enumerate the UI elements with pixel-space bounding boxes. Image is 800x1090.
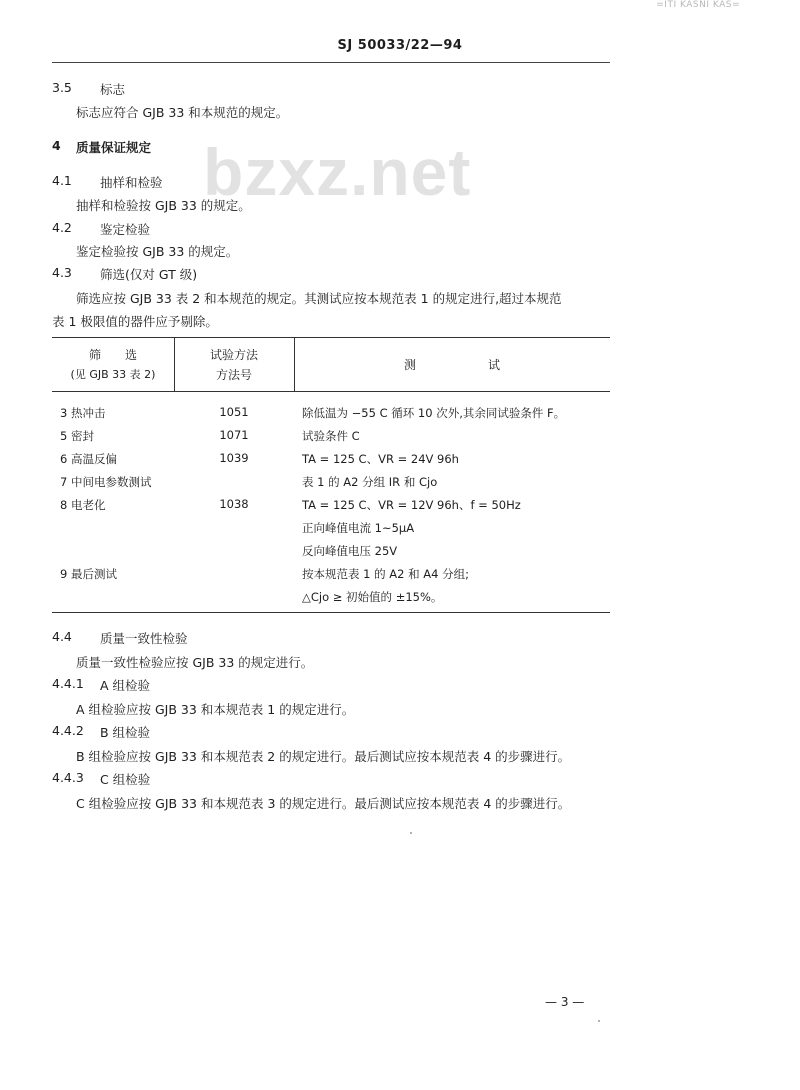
section-body-4-1: 抽样和检验按 GJB 33 的规定。 xyxy=(76,198,251,213)
section-title-4-4-1: A 组检验 xyxy=(100,678,151,693)
section-title-4-4: 质量一致性检验 xyxy=(100,631,188,646)
section-title-3-5: 标志 xyxy=(100,82,126,97)
section-number-3-5: 3.5 xyxy=(52,80,72,95)
section-number-4-2: 4.2 xyxy=(52,220,72,235)
table-cell-screen: 5 密封 xyxy=(60,429,94,443)
section-body-4-4-3: C 组检验应按 GJB 33 和本规范表 3 的规定进行。最后测试应按本规范表 4 的步骤进行。 xyxy=(76,796,571,811)
table-cell-test: 除低温为 −55 C 循环 10 次外,其余同试验条件 F。 xyxy=(302,406,566,420)
section-number-4-3: 4.3 xyxy=(52,265,72,280)
section-number-4-4-2: 4.4.2 xyxy=(52,723,84,738)
table-cell-screen: 6 高温反偏 xyxy=(60,452,117,466)
table-cell-test: TA = 125 C、VR = 12V 96h、f = 50Hz xyxy=(302,498,521,512)
table-cell-method: 1039 xyxy=(219,451,249,465)
section-body-4-4-2: B 组检验应按 GJB 33 和本规范表 2 的规定进行。最后测试应按本规范表 4 的步骤进行。 xyxy=(76,749,571,764)
table-header-screen xyxy=(52,346,174,382)
table-cell-screen: 8 电老化 xyxy=(60,498,106,512)
header-screen-line1: 筛 选 xyxy=(88,348,137,362)
section-title-4: 质量保证规定 xyxy=(76,140,152,155)
table-cell-method: 1038 xyxy=(219,497,249,511)
page-number: — 3 — xyxy=(545,995,585,1009)
watermark: bzxz.net xyxy=(203,135,472,209)
table-cell-test: 试验条件 C xyxy=(302,429,360,443)
section-title-4-3: 筛选(仅对 GT 级) xyxy=(100,267,198,282)
section-body-4-4-1: A 组检验应按 GJB 33 和本规范表 1 的规定进行。 xyxy=(76,702,355,717)
section-body-3-5: 标志应符合 GJB 33 和本规范的规定。 xyxy=(76,105,289,120)
table-cell-test: 表 1 的 A2 分组 IR 和 Cjo xyxy=(302,475,438,489)
table-header-method xyxy=(174,346,294,383)
section-number-4-1: 4.1 xyxy=(52,173,72,188)
section-body-4-2: 鉴定检验按 GJB 33 的规定。 xyxy=(76,244,239,259)
scan-speck xyxy=(598,1020,600,1022)
table-cell-method: 1071 xyxy=(219,428,249,442)
header-screen-line2: (见 GJB 33 表 2) xyxy=(70,368,156,381)
section-number-4-4-1: 4.4.1 xyxy=(52,676,84,691)
table-cell-test: TA = 125 C、VR = 24V 96h xyxy=(302,452,459,466)
screening-table xyxy=(52,337,610,613)
table-cell-test: △Cjo ≥ 初始值的 ±15%。 xyxy=(302,590,443,604)
document-code-header: SJ 50033/22—94 xyxy=(337,38,463,53)
table-cell-test: 按本规范表 1 的 A2 和 A4 分组; xyxy=(302,567,469,581)
section-number-4: 4 xyxy=(52,138,61,153)
header-method-line2: 方法号 xyxy=(215,368,252,382)
table-header-test: 测 试 xyxy=(403,358,500,372)
table-top-rule xyxy=(52,337,610,338)
table-cell-screen: 7 中间电参数测试 xyxy=(60,475,152,489)
section-body-4-4: 质量一致性检验应按 GJB 33 的规定进行。 xyxy=(76,655,314,670)
corner-mark: =ITI KASNI KAS= xyxy=(656,0,740,10)
table-cell-screen: 9 最后测试 xyxy=(60,567,117,581)
table-cell-screen: 3 热冲击 xyxy=(60,406,106,420)
section-number-4-4: 4.4 xyxy=(52,629,72,644)
section-body-4-3-line2: 表 1 极限值的器件应予剔除。 xyxy=(52,314,218,329)
section-title-4-2: 鉴定检验 xyxy=(100,222,151,237)
section-body-4-3-line1: 筛选应按 GJB 33 表 2 和本规范的规定。其测试应按本规范表 1 的规定进行,超过本规范 xyxy=(76,291,562,306)
table-cell-test: 反向峰值电压 25V xyxy=(302,544,398,558)
scan-speck xyxy=(410,832,412,834)
table-cell-method: 1051 xyxy=(219,405,249,419)
section-number-4-4-3: 4.4.3 xyxy=(52,770,84,785)
section-title-4-1: 抽样和检验 xyxy=(100,175,163,190)
table-header-rule xyxy=(52,391,610,392)
section-title-4-4-2: B 组检验 xyxy=(100,725,151,740)
section-title-4-4-3: C 组检验 xyxy=(100,772,151,787)
header-rule xyxy=(52,62,610,63)
table-cell-test: 正向峰值电流 1~5μA xyxy=(302,521,415,535)
header-method-line1: 试验方法 xyxy=(209,348,258,362)
table-bottom-rule xyxy=(52,612,610,613)
